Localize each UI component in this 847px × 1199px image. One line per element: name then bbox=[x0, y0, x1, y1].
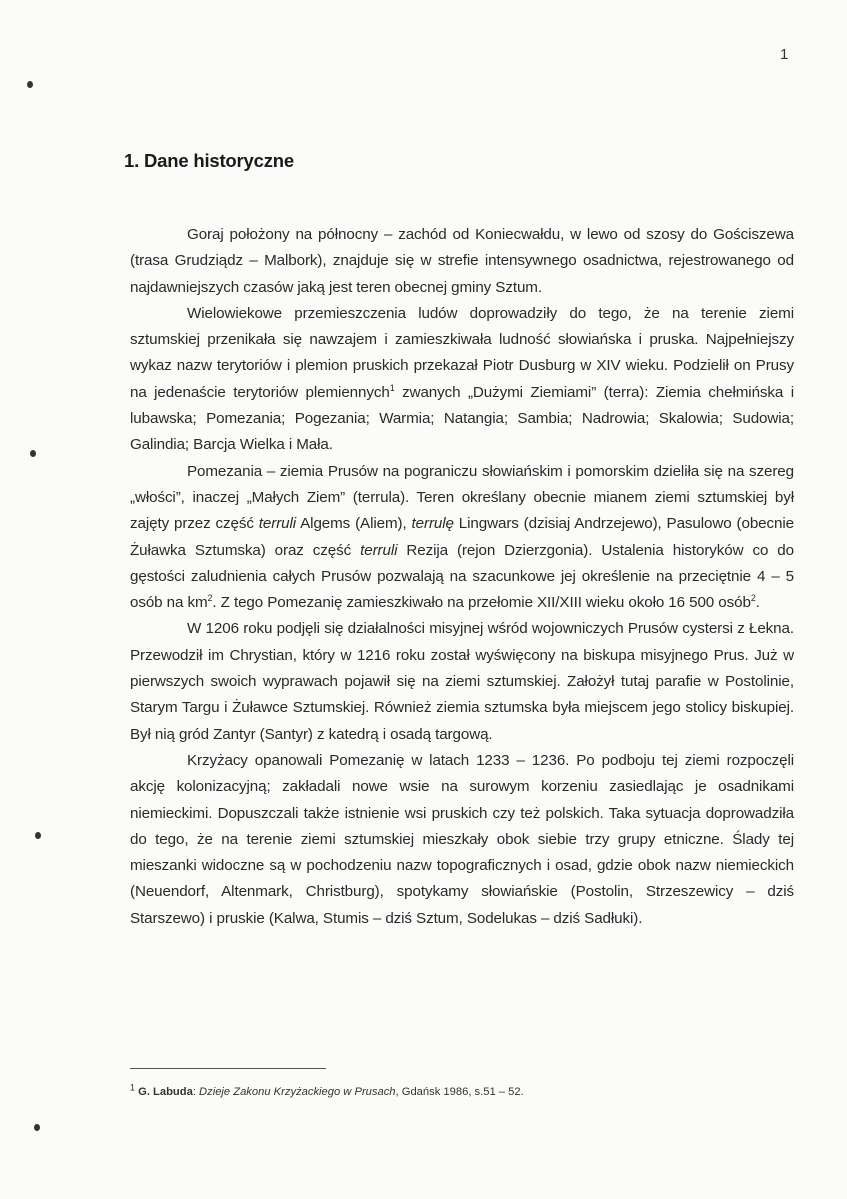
text-span: Algems (Aliem), bbox=[296, 515, 412, 533]
text-span: W 1206 roku podjęli się działalności misyjnej wśród wojowniczych Prusów cystersi z Łekna. Przewodził im Chrystian, który w 1216 roku został wyświęcony na biskupa misyjnego Prus. Już w pierwszych swoich wyprawach pojawił się na ziemi sztumskiej. Założył tutaj parafie w Postolinie, Starym Targu i Żuławce Sztumskiej. Również ziemia sztumska była miejscem jego stolicy biskupiej. Był nią gród Zantyr (Santyr) z katedrą i osadą targową. bbox=[130, 620, 794, 743]
punch-hole-mark bbox=[34, 1124, 40, 1131]
paragraph bbox=[130, 748, 794, 932]
paragraph bbox=[130, 301, 794, 459]
text-span: Wielowiekowe przemieszczenia ludów doprowadziły do tego, że na terenie ziemi sztumskiej przenikała się nawzajem i zamieszkiwała ludność słowiańska i pruska. Najpełniejszy wykaz nazw terytoriów i plemion pruskich przekazał Piotr Dusburg w XIV wieku. Podzielił on Prusy na jedenaście terytoriów plemiennych bbox=[130, 304, 794, 401]
text-span: Lingwars (dzisiaj Andrzejewo), Pasulowo (obecnie Żuławka Sztumska) oraz część bbox=[130, 515, 794, 559]
paragraph bbox=[130, 459, 794, 617]
page-number: 1 bbox=[780, 46, 789, 63]
text-span: . bbox=[755, 594, 760, 612]
text-span: Krzyżacy opanowali Pomezanię w latach 1233 – 1236. Po podboju tej ziemi rozpoczęli akcję kolonizacyjną; zakładali nowe wsie na surowym korzeniu zasiedlając je osadnikami niemieckimi. Dopuszczali także istnienie wsi pruskich czy też polskich. Taka sytuacja doprowadziła do tego, że na terenie ziemi sztumskiej mieszkały obok siebie trzy grupy etniczne. Ślady tej mieszanki widoczne są w pochodzeniu nazw topograficznych i osad, gdzie obok nazw niemieckich (Neuendorf, Altenmark, Christburg), spotykamy słowiańskie (Postolin, Strzeszewicy – dziś Starszewo) i pruskie (Kalwa, Stumis – dziś Sztum, Sodelukas – dziś Sadłuki). bbox=[130, 751, 794, 927]
text-span: Goraj położony na północny – zachód od Koniecwałdu, w lewo od szosy do Gościszewa (trasa Grudziądz – Malbork), znajduje się w strefie intensywnego osadnictwa, rejestrowanego od najdawniejszych czasów jaką jest teren obecnej gminy Sztum. bbox=[130, 226, 794, 296]
footnote-title: Dzieje Zakonu Krzyżackiego w Prusach bbox=[199, 1086, 396, 1098]
footnote-marker: 1 bbox=[130, 1082, 136, 1093]
text-span: terruli bbox=[360, 541, 398, 559]
footnote: $^1$ G. Labuda: Dzieje Zakonu Krzyżackiego w Prusach, Gdańsk 1986, s.51 – 52. bbox=[130, 1082, 524, 1098]
punch-hole-mark bbox=[27, 81, 33, 88]
text-span: terrulę bbox=[411, 515, 454, 533]
text-span: zwanych „Dużymi Ziemiami” (terra): Ziemia chełmińska i lubawska; Pomezania; Pogezania; Warmia; Natangia; Sambia; Nadrowia; Skalowia; Sudowia; Galindia; Barcja Wielka i Mała. bbox=[130, 383, 794, 454]
punch-hole-mark bbox=[35, 832, 41, 839]
text-span: . Z tego Pomezanię zamieszkiwało na przełomie XII/XIII wieku około 16 500 osób bbox=[212, 594, 751, 612]
text-span: terruli bbox=[258, 515, 297, 533]
footnote-author: G. Labuda bbox=[138, 1086, 193, 1098]
footnote-ref[interactable]: 1 bbox=[389, 382, 395, 393]
footnote-divider bbox=[130, 1068, 326, 1069]
section-heading: 1. Dane historyczne bbox=[124, 150, 294, 171]
paragraph bbox=[130, 616, 794, 747]
superscript: 2 bbox=[207, 593, 213, 604]
punch-hole-mark bbox=[30, 450, 36, 457]
body-text bbox=[130, 222, 794, 932]
text-span: Pomezania – ziemia Prusów na pograniczu słowiańskim i pomorskim dzieliła się na szereg „włości”, inaczej „Małych Ziem” (terrula). Teren określany obecnie mianem ziemi sztumskiej był zajęty przez część bbox=[130, 462, 794, 533]
text-span: Rezija (rejon Dzierzgonia). Ustalenia historyków co do gęstości zaludnienia całych Prusów pozwalają na szacunkowe jej określenie na przeciętnie 4 – 5 osób na km bbox=[130, 541, 794, 612]
footnote-ref[interactable]: 2 bbox=[750, 593, 756, 604]
paragraph bbox=[130, 222, 794, 301]
footnote-details: , Gdańsk 1986, s.51 – 52. bbox=[395, 1086, 524, 1098]
